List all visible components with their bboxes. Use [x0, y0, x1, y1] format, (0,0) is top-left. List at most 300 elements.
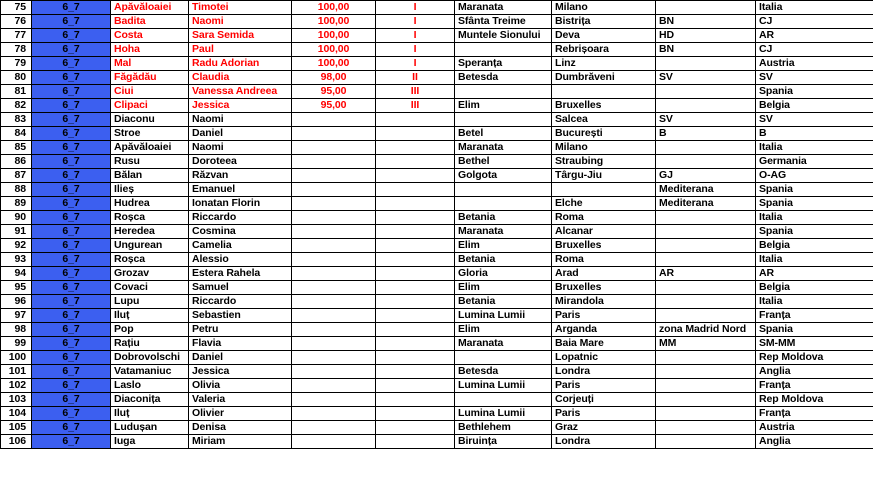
cell-church[interactable]: Lumina Lumii — [455, 379, 552, 393]
cell-rank[interactable]: II — [376, 71, 455, 85]
cell-city[interactable]: Alcanar — [552, 225, 656, 239]
cell-first[interactable]: Samuel — [189, 281, 292, 295]
cell-zone[interactable] — [656, 85, 756, 99]
cell-last[interactable]: Covaci — [111, 281, 189, 295]
cell-first[interactable]: Olivier — [189, 407, 292, 421]
cell-city[interactable]: Salcea — [552, 113, 656, 127]
cell-num[interactable]: 85 — [1, 141, 32, 155]
cell-grade[interactable]: 6_7 — [32, 421, 111, 435]
cell-last[interactable]: Stroe — [111, 127, 189, 141]
cell-num[interactable]: 105 — [1, 421, 32, 435]
cell-zone[interactable] — [656, 225, 756, 239]
cell-num[interactable]: 75 — [1, 1, 32, 15]
cell-city[interactable]: Bruxelles — [552, 239, 656, 253]
cell-zone[interactable] — [656, 253, 756, 267]
cell-church[interactable] — [455, 113, 552, 127]
cell-num[interactable]: 95 — [1, 281, 32, 295]
cell-rank[interactable]: I — [376, 15, 455, 29]
cell-zone[interactable] — [656, 393, 756, 407]
cell-rank[interactable] — [376, 197, 455, 211]
cell-rank[interactable] — [376, 281, 455, 295]
cell-zone[interactable] — [656, 295, 756, 309]
cell-score[interactable] — [292, 113, 376, 127]
cell-zone[interactable]: BN — [656, 43, 756, 57]
cell-rank[interactable] — [376, 211, 455, 225]
cell-rank[interactable] — [376, 169, 455, 183]
cell-country[interactable]: Spania — [756, 85, 873, 99]
cell-num[interactable]: 78 — [1, 43, 32, 57]
cell-rank[interactable] — [376, 407, 455, 421]
cell-rank[interactable]: I — [376, 29, 455, 43]
cell-city[interactable]: Baia Mare — [552, 337, 656, 351]
cell-num[interactable]: 81 — [1, 85, 32, 99]
cell-grade[interactable]: 6_7 — [32, 253, 111, 267]
cell-city[interactable]: Milano — [552, 1, 656, 15]
cell-city[interactable]: Linz — [552, 57, 656, 71]
cell-rank[interactable] — [376, 393, 455, 407]
cell-grade[interactable]: 6_7 — [32, 365, 111, 379]
cell-grade[interactable]: 6_7 — [32, 351, 111, 365]
cell-country[interactable]: Italia — [756, 141, 873, 155]
cell-church[interactable]: Betania — [455, 211, 552, 225]
cell-last[interactable]: Badita — [111, 15, 189, 29]
cell-score[interactable]: 100,00 — [292, 15, 376, 29]
cell-grade[interactable]: 6_7 — [32, 183, 111, 197]
cell-zone[interactable] — [656, 211, 756, 225]
cell-num[interactable]: 87 — [1, 169, 32, 183]
cell-city[interactable]: București — [552, 127, 656, 141]
cell-city[interactable]: Paris — [552, 309, 656, 323]
cell-score[interactable] — [292, 225, 376, 239]
cell-first[interactable]: Naomi — [189, 141, 292, 155]
cell-last[interactable]: Făgădău — [111, 71, 189, 85]
cell-rank[interactable] — [376, 351, 455, 365]
cell-rank[interactable] — [376, 421, 455, 435]
cell-church[interactable]: Muntele Sionului — [455, 29, 552, 43]
cell-rank[interactable]: I — [376, 43, 455, 57]
cell-country[interactable]: B — [756, 127, 873, 141]
cell-church[interactable]: Golgota — [455, 169, 552, 183]
cell-zone[interactable]: Mediterana — [656, 183, 756, 197]
cell-church[interactable] — [455, 85, 552, 99]
cell-church[interactable]: Betesda — [455, 71, 552, 85]
cell-score[interactable]: 100,00 — [292, 43, 376, 57]
cell-score[interactable] — [292, 169, 376, 183]
cell-church[interactable] — [455, 183, 552, 197]
cell-country[interactable]: O-AG — [756, 169, 873, 183]
cell-last[interactable]: Apăvăloaiei — [111, 141, 189, 155]
cell-country[interactable]: Spania — [756, 225, 873, 239]
cell-country[interactable]: Austria — [756, 421, 873, 435]
cell-last[interactable]: Vatamaniuc — [111, 365, 189, 379]
cell-rank[interactable] — [376, 225, 455, 239]
cell-first[interactable]: Doroteea — [189, 155, 292, 169]
cell-num[interactable]: 80 — [1, 71, 32, 85]
cell-score[interactable] — [292, 393, 376, 407]
cell-score[interactable] — [292, 379, 376, 393]
cell-country[interactable]: Belgia — [756, 281, 873, 295]
cell-zone[interactable] — [656, 281, 756, 295]
cell-city[interactable]: Deva — [552, 29, 656, 43]
cell-country[interactable]: Italia — [756, 211, 873, 225]
cell-last[interactable]: Hudrea — [111, 197, 189, 211]
cell-score[interactable] — [292, 435, 376, 449]
cell-last[interactable]: Mal — [111, 57, 189, 71]
cell-zone[interactable]: B — [656, 127, 756, 141]
cell-score[interactable]: 100,00 — [292, 57, 376, 71]
cell-score[interactable] — [292, 141, 376, 155]
cell-last[interactable]: Costa — [111, 29, 189, 43]
cell-last[interactable]: Heredea — [111, 225, 189, 239]
cell-last[interactable]: Diaconița — [111, 393, 189, 407]
cell-church[interactable]: Lumina Lumii — [455, 407, 552, 421]
cell-grade[interactable]: 6_7 — [32, 43, 111, 57]
cell-zone[interactable]: AR — [656, 267, 756, 281]
cell-num[interactable]: 106 — [1, 435, 32, 449]
cell-church[interactable] — [455, 351, 552, 365]
cell-zone[interactable] — [656, 309, 756, 323]
cell-city[interactable]: Roma — [552, 211, 656, 225]
cell-score[interactable] — [292, 351, 376, 365]
cell-last[interactable]: Roșca — [111, 253, 189, 267]
cell-first[interactable]: Jessica — [189, 365, 292, 379]
cell-zone[interactable]: zona Madrid Nord — [656, 323, 756, 337]
cell-city[interactable]: Arganda — [552, 323, 656, 337]
cell-church[interactable]: Maranata — [455, 337, 552, 351]
cell-score[interactable] — [292, 421, 376, 435]
cell-score[interactable] — [292, 211, 376, 225]
cell-score[interactable]: 95,00 — [292, 99, 376, 113]
cell-church[interactable]: Elim — [455, 99, 552, 113]
cell-first[interactable]: Răzvan — [189, 169, 292, 183]
cell-grade[interactable]: 6_7 — [32, 71, 111, 85]
cell-last[interactable]: Clipaci — [111, 99, 189, 113]
cell-church[interactable]: Sfânta Treime — [455, 15, 552, 29]
cell-last[interactable]: Iuga — [111, 435, 189, 449]
cell-church[interactable]: Elim — [455, 281, 552, 295]
cell-zone[interactable] — [656, 379, 756, 393]
cell-first[interactable]: Claudia — [189, 71, 292, 85]
cell-church[interactable]: Maranata — [455, 141, 552, 155]
cell-first[interactable]: Paul — [189, 43, 292, 57]
cell-country[interactable]: Italia — [756, 1, 873, 15]
cell-last[interactable]: Ilieș — [111, 183, 189, 197]
cell-rank[interactable] — [376, 183, 455, 197]
cell-grade[interactable]: 6_7 — [32, 225, 111, 239]
cell-grade[interactable]: 6_7 — [32, 1, 111, 15]
cell-score[interactable] — [292, 253, 376, 267]
cell-rank[interactable]: III — [376, 85, 455, 99]
cell-rank[interactable] — [376, 295, 455, 309]
cell-num[interactable]: 96 — [1, 295, 32, 309]
cell-first[interactable]: Riccardo — [189, 295, 292, 309]
cell-last[interactable]: Ungurean — [111, 239, 189, 253]
cell-church[interactable]: Elim — [455, 323, 552, 337]
cell-score[interactable] — [292, 155, 376, 169]
cell-score[interactable]: 95,00 — [292, 85, 376, 99]
cell-rank[interactable] — [376, 267, 455, 281]
cell-num[interactable]: 103 — [1, 393, 32, 407]
cell-num[interactable]: 102 — [1, 379, 32, 393]
cell-country[interactable]: Spania — [756, 323, 873, 337]
cell-zone[interactable] — [656, 351, 756, 365]
cell-score[interactable] — [292, 267, 376, 281]
cell-country[interactable]: Italia — [756, 295, 873, 309]
cell-num[interactable]: 101 — [1, 365, 32, 379]
cell-last[interactable]: Iluț — [111, 407, 189, 421]
cell-last[interactable]: Lupu — [111, 295, 189, 309]
cell-num[interactable]: 84 — [1, 127, 32, 141]
cell-grade[interactable]: 6_7 — [32, 379, 111, 393]
cell-church[interactable]: Biruința — [455, 435, 552, 449]
cell-num[interactable]: 94 — [1, 267, 32, 281]
cell-country[interactable]: AR — [756, 29, 873, 43]
cell-country[interactable]: Anglia — [756, 365, 873, 379]
cell-grade[interactable]: 6_7 — [32, 393, 111, 407]
cell-city[interactable]: Paris — [552, 407, 656, 421]
cell-zone[interactable]: HD — [656, 29, 756, 43]
cell-grade[interactable]: 6_7 — [32, 267, 111, 281]
cell-country[interactable]: Franța — [756, 309, 873, 323]
cell-city[interactable]: Bistrița — [552, 15, 656, 29]
cell-score[interactable]: 98,00 — [292, 71, 376, 85]
cell-last[interactable]: Diaconu — [111, 113, 189, 127]
cell-first[interactable]: Olivia — [189, 379, 292, 393]
cell-country[interactable]: Germania — [756, 155, 873, 169]
cell-country[interactable]: Spania — [756, 183, 873, 197]
cell-city[interactable]: Londra — [552, 365, 656, 379]
cell-first[interactable]: Sebastien — [189, 309, 292, 323]
cell-last[interactable]: Laslo — [111, 379, 189, 393]
cell-church[interactable]: Elim — [455, 239, 552, 253]
cell-rank[interactable]: I — [376, 57, 455, 71]
cell-church[interactable]: Betania — [455, 253, 552, 267]
cell-zone[interactable] — [656, 1, 756, 15]
cell-last[interactable]: Grozav — [111, 267, 189, 281]
cell-first[interactable]: Ionatan Florin — [189, 197, 292, 211]
cell-city[interactable]: Graz — [552, 421, 656, 435]
cell-num[interactable]: 99 — [1, 337, 32, 351]
cell-grade[interactable]: 6_7 — [32, 295, 111, 309]
cell-num[interactable]: 90 — [1, 211, 32, 225]
cell-country[interactable]: Spania — [756, 197, 873, 211]
cell-rank[interactable]: III — [376, 99, 455, 113]
cell-zone[interactable] — [656, 99, 756, 113]
cell-grade[interactable]: 6_7 — [32, 281, 111, 295]
cell-rank[interactable] — [376, 155, 455, 169]
cell-num[interactable]: 97 — [1, 309, 32, 323]
cell-last[interactable]: Rusu — [111, 155, 189, 169]
cell-num[interactable]: 91 — [1, 225, 32, 239]
cell-zone[interactable] — [656, 155, 756, 169]
cell-num[interactable]: 92 — [1, 239, 32, 253]
cell-zone[interactable] — [656, 421, 756, 435]
cell-first[interactable]: Riccardo — [189, 211, 292, 225]
cell-first[interactable]: Daniel — [189, 127, 292, 141]
cell-last[interactable]: Hoha — [111, 43, 189, 57]
cell-score[interactable] — [292, 337, 376, 351]
cell-num[interactable]: 83 — [1, 113, 32, 127]
cell-grade[interactable]: 6_7 — [32, 29, 111, 43]
cell-grade[interactable]: 6_7 — [32, 337, 111, 351]
cell-score[interactable] — [292, 281, 376, 295]
cell-first[interactable]: Flavia — [189, 337, 292, 351]
cell-score[interactable] — [292, 183, 376, 197]
cell-country[interactable]: SV — [756, 113, 873, 127]
cell-score[interactable]: 100,00 — [292, 1, 376, 15]
cell-grade[interactable]: 6_7 — [32, 239, 111, 253]
cell-city[interactable]: Mirandola — [552, 295, 656, 309]
cell-rank[interactable] — [376, 239, 455, 253]
cell-first[interactable]: Jessica — [189, 99, 292, 113]
cell-city[interactable]: Târgu-Jiu — [552, 169, 656, 183]
cell-grade[interactable]: 6_7 — [32, 99, 111, 113]
cell-score[interactable] — [292, 407, 376, 421]
cell-city[interactable]: Dumbrăveni — [552, 71, 656, 85]
cell-rank[interactable]: I — [376, 1, 455, 15]
cell-country[interactable]: Rep Moldova — [756, 393, 873, 407]
cell-country[interactable]: Anglia — [756, 435, 873, 449]
cell-first[interactable]: Camelia — [189, 239, 292, 253]
cell-grade[interactable]: 6_7 — [32, 323, 111, 337]
cell-score[interactable] — [292, 239, 376, 253]
cell-first[interactable]: Daniel — [189, 351, 292, 365]
cell-num[interactable]: 79 — [1, 57, 32, 71]
cell-num[interactable]: 93 — [1, 253, 32, 267]
cell-zone[interactable]: MM — [656, 337, 756, 351]
cell-grade[interactable]: 6_7 — [32, 197, 111, 211]
cell-church[interactable]: Speranța — [455, 57, 552, 71]
cell-zone[interactable] — [656, 365, 756, 379]
cell-score[interactable] — [292, 127, 376, 141]
cell-first[interactable]: Valeria — [189, 393, 292, 407]
cell-grade[interactable]: 6_7 — [32, 435, 111, 449]
cell-city[interactable]: Bruxelles — [552, 99, 656, 113]
cell-first[interactable]: Miriam — [189, 435, 292, 449]
cell-first[interactable]: Estera Rahela — [189, 267, 292, 281]
cell-grade[interactable]: 6_7 — [32, 113, 111, 127]
cell-rank[interactable] — [376, 309, 455, 323]
cell-city[interactable] — [552, 85, 656, 99]
cell-zone[interactable] — [656, 407, 756, 421]
cell-city[interactable]: Arad — [552, 267, 656, 281]
cell-church[interactable]: Bethel — [455, 155, 552, 169]
cell-rank[interactable] — [376, 141, 455, 155]
cell-grade[interactable]: 6_7 — [32, 211, 111, 225]
cell-rank[interactable] — [376, 379, 455, 393]
cell-grade[interactable]: 6_7 — [32, 309, 111, 323]
cell-first[interactable]: Vanessa Andreea — [189, 85, 292, 99]
cell-zone[interactable]: GJ — [656, 169, 756, 183]
cell-country[interactable]: SM-MM — [756, 337, 873, 351]
cell-rank[interactable] — [376, 253, 455, 267]
cell-country[interactable]: Belgia — [756, 99, 873, 113]
cell-rank[interactable] — [376, 323, 455, 337]
cell-church[interactable]: Betesda — [455, 365, 552, 379]
cell-score[interactable] — [292, 197, 376, 211]
cell-score[interactable] — [292, 365, 376, 379]
cell-last[interactable]: Bălan — [111, 169, 189, 183]
cell-city[interactable]: Rebrișoara — [552, 43, 656, 57]
cell-church[interactable]: Betania — [455, 295, 552, 309]
cell-city[interactable] — [552, 183, 656, 197]
cell-city[interactable]: Paris — [552, 379, 656, 393]
cell-city[interactable]: Bruxelles — [552, 281, 656, 295]
cell-country[interactable]: Rep Moldova — [756, 351, 873, 365]
cell-grade[interactable]: 6_7 — [32, 155, 111, 169]
cell-zone[interactable]: BN — [656, 15, 756, 29]
cell-city[interactable]: Corjeuți — [552, 393, 656, 407]
cell-last[interactable]: Roșca — [111, 211, 189, 225]
cell-last[interactable]: Dobrovolschi — [111, 351, 189, 365]
cell-first[interactable]: Timotei — [189, 1, 292, 15]
cell-country[interactable]: Italia — [756, 253, 873, 267]
cell-zone[interactable] — [656, 239, 756, 253]
cell-first[interactable]: Petru — [189, 323, 292, 337]
cell-num[interactable]: 104 — [1, 407, 32, 421]
cell-first[interactable]: Sara Semida — [189, 29, 292, 43]
cell-church[interactable]: Betel — [455, 127, 552, 141]
cell-first[interactable]: Naomi — [189, 15, 292, 29]
cell-first[interactable]: Cosmina — [189, 225, 292, 239]
cell-num[interactable]: 100 — [1, 351, 32, 365]
cell-church[interactable]: Maranata — [455, 1, 552, 15]
cell-last[interactable]: Iluț — [111, 309, 189, 323]
cell-country[interactable]: Belgia — [756, 239, 873, 253]
cell-num[interactable]: 77 — [1, 29, 32, 43]
cell-first[interactable]: Emanuel — [189, 183, 292, 197]
cell-zone[interactable]: SV — [656, 113, 756, 127]
cell-city[interactable]: Roma — [552, 253, 656, 267]
cell-num[interactable]: 86 — [1, 155, 32, 169]
cell-last[interactable]: Apăvăloaiei — [111, 1, 189, 15]
cell-church[interactable]: Lumina Lumii — [455, 309, 552, 323]
cell-rank[interactable] — [376, 337, 455, 351]
cell-church[interactable] — [455, 197, 552, 211]
cell-num[interactable]: 76 — [1, 15, 32, 29]
cell-city[interactable]: Straubing — [552, 155, 656, 169]
cell-num[interactable]: 98 — [1, 323, 32, 337]
cell-grade[interactable]: 6_7 — [32, 85, 111, 99]
cell-score[interactable] — [292, 323, 376, 337]
cell-grade[interactable]: 6_7 — [32, 169, 111, 183]
cell-grade[interactable]: 6_7 — [32, 407, 111, 421]
cell-score[interactable] — [292, 295, 376, 309]
cell-church[interactable] — [455, 43, 552, 57]
cell-last[interactable]: Rațiu — [111, 337, 189, 351]
cell-church[interactable]: Gloria — [455, 267, 552, 281]
cell-rank[interactable] — [376, 365, 455, 379]
cell-zone[interactable] — [656, 141, 756, 155]
cell-city[interactable]: Londra — [552, 435, 656, 449]
cell-first[interactable]: Naomi — [189, 113, 292, 127]
cell-rank[interactable] — [376, 435, 455, 449]
cell-country[interactable]: CJ — [756, 43, 873, 57]
cell-country[interactable]: Franța — [756, 407, 873, 421]
cell-rank[interactable] — [376, 127, 455, 141]
cell-num[interactable]: 89 — [1, 197, 32, 211]
cell-church[interactable]: Bethlehem — [455, 421, 552, 435]
cell-church[interactable] — [455, 393, 552, 407]
cell-country[interactable]: Austria — [756, 57, 873, 71]
cell-last[interactable]: Ludușan — [111, 421, 189, 435]
cell-grade[interactable]: 6_7 — [32, 15, 111, 29]
cell-score[interactable] — [292, 309, 376, 323]
cell-grade[interactable]: 6_7 — [32, 57, 111, 71]
cell-zone[interactable]: Mediterana — [656, 197, 756, 211]
cell-score[interactable]: 100,00 — [292, 29, 376, 43]
cell-zone[interactable] — [656, 57, 756, 71]
